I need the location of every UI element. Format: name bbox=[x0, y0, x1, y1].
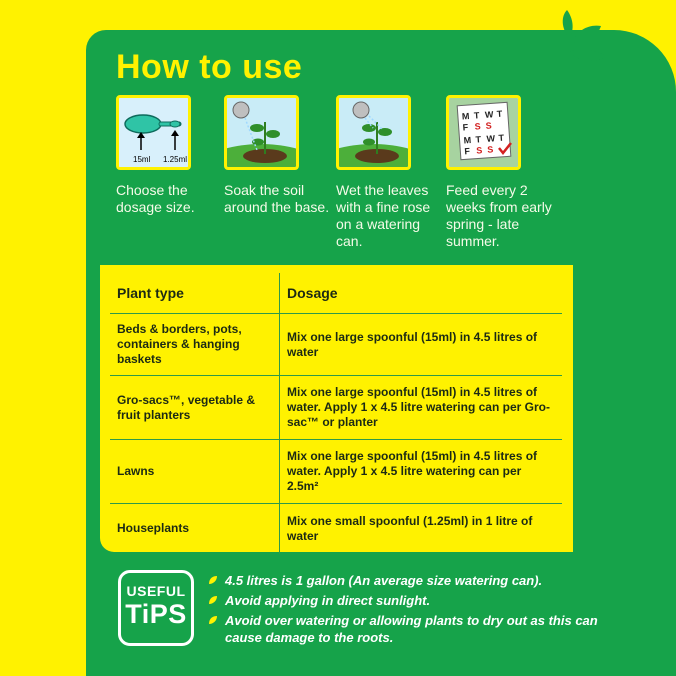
plant-cell: Gro-sacs™, vegetable & fruit planters bbox=[110, 376, 280, 440]
watering-leaves-icon bbox=[336, 95, 411, 170]
plant-cell: Beds & borders, pots, containers & hanging baskets bbox=[110, 314, 280, 376]
dosage-table-box bbox=[100, 265, 573, 552]
step-text: Feed every 2 weeks from early spring - late summer. bbox=[446, 182, 552, 249]
leaf-logo-icon bbox=[555, 8, 615, 64]
cal-f1: F bbox=[462, 122, 469, 133]
measuring-spoon-icon bbox=[116, 95, 191, 170]
spoon-large-label: 1.25ml bbox=[163, 155, 188, 164]
cal-s4: S bbox=[486, 144, 494, 155]
tips-list bbox=[208, 572, 628, 649]
watering-soil-icon bbox=[224, 95, 299, 170]
header-dosage: Dosage bbox=[280, 273, 563, 314]
leaf-bullet-icon bbox=[208, 575, 218, 585]
dosage-cell: Mix one large spoonful (15ml) in 4.5 litres of water. Apply 1 x 4.5 litre watering can per 2.5m² bbox=[280, 440, 563, 504]
dosage-table bbox=[110, 273, 562, 554]
badge-line2: TiPS bbox=[125, 599, 187, 629]
cal-s2: S bbox=[485, 120, 492, 131]
tip-item bbox=[208, 592, 628, 609]
badge-line1: USEFUL bbox=[126, 583, 186, 599]
header-plant-type: Plant type bbox=[117, 285, 184, 301]
table-row bbox=[110, 440, 562, 504]
spoon-small-label: 15ml bbox=[133, 155, 151, 164]
calendar-icon bbox=[446, 95, 521, 170]
dosage-cell: Mix one large spoonful (15ml) in 4.5 litres of water. Apply 1 x 4.5 litre watering can per Gro-sac™ or planter bbox=[280, 376, 563, 440]
tip-text: Avoid over watering or allowing plants to dry out as this can cause damage to the roots. bbox=[225, 613, 598, 645]
cal-m2: M bbox=[463, 134, 472, 146]
leaf-bullet-icon bbox=[208, 595, 218, 605]
page-title: How to use bbox=[116, 48, 303, 86]
tip-text: 4.5 litres is 1 gallon (An average size watering can). bbox=[225, 573, 543, 588]
step-text: Soak the soil around the base. bbox=[224, 182, 330, 215]
cal-t3: T bbox=[475, 134, 482, 145]
dosage-cell: Mix one small spoonful (1.25ml) in 1 litre of water bbox=[280, 504, 563, 554]
tip-text: Avoid applying in direct sunlight. bbox=[225, 593, 431, 608]
step-text: Choose the dosage size. bbox=[116, 182, 195, 215]
step-soak-soil bbox=[224, 95, 334, 216]
leaf-bullet-icon bbox=[208, 615, 218, 625]
steps-row bbox=[116, 95, 566, 260]
dosage-cell: Mix one large spoonful (15ml) in 4.5 litres of water bbox=[280, 314, 563, 376]
cal-m1: M bbox=[461, 110, 470, 122]
table-row bbox=[110, 376, 562, 440]
plant-cell: Houseplants bbox=[110, 504, 280, 554]
step-feed-schedule bbox=[446, 95, 556, 250]
cal-t4: T bbox=[498, 132, 505, 143]
table-row bbox=[110, 314, 562, 376]
cal-t2: T bbox=[496, 108, 503, 120]
plant-cell: Lawns bbox=[110, 440, 280, 504]
tip-item bbox=[208, 572, 628, 589]
step-text: Wet the leaves with a fine rose on a watering can. bbox=[336, 182, 431, 249]
cal-s3: S bbox=[475, 145, 483, 156]
useful-tips-badge bbox=[118, 570, 194, 646]
table-row bbox=[110, 504, 562, 554]
cal-f2: F bbox=[464, 146, 471, 157]
step-wet-leaves bbox=[336, 95, 446, 250]
cal-s1: S bbox=[474, 121, 482, 132]
tip-item bbox=[208, 612, 628, 646]
cal-t1: T bbox=[473, 110, 480, 121]
step-choose-dosage bbox=[116, 95, 226, 216]
cal-w1: W bbox=[484, 109, 494, 120]
cal-w2: W bbox=[486, 133, 496, 144]
